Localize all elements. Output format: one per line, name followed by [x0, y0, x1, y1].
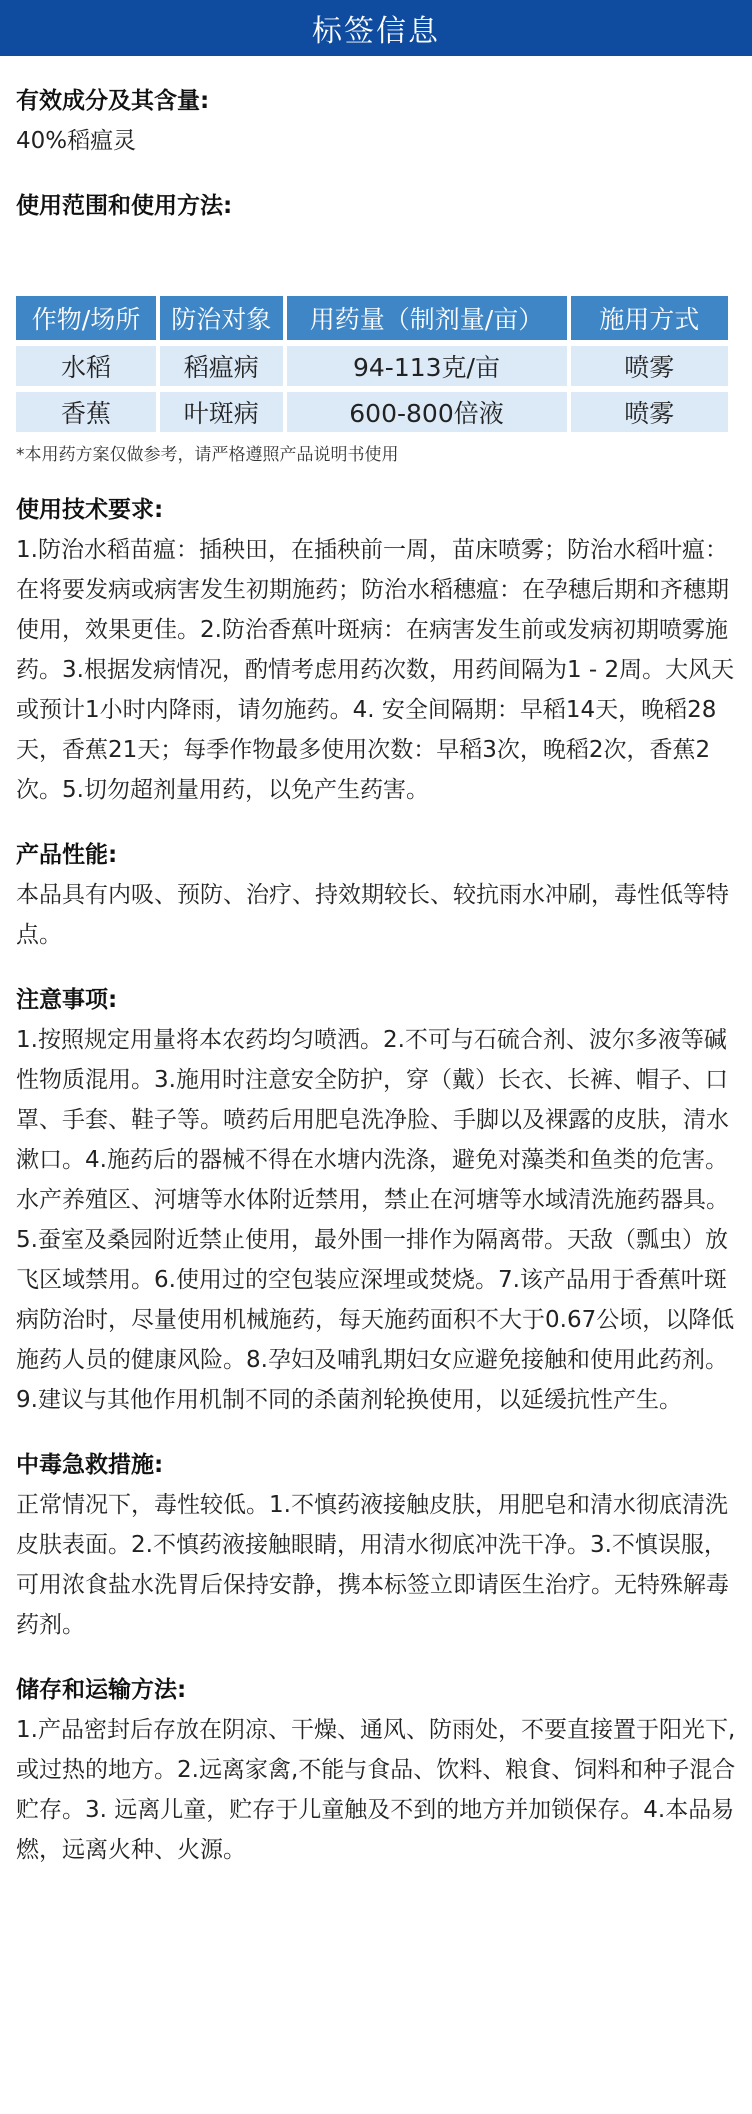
table-row [16, 392, 728, 432]
col-header-crop: 作物/场所 [16, 296, 156, 340]
cautions-title: 注意事项: [16, 987, 118, 1013]
label-info-header [0, 0, 752, 56]
performance-text: 本品具有内吸、预防、治疗、持效期较长、较抗雨水冲刷，毒性低等特点。 [16, 882, 729, 948]
table-cell: 香蕉 [16, 392, 156, 432]
label-content [0, 82, 752, 1870]
ingredients-value: 40%稻瘟灵 [16, 128, 137, 154]
tech-title: 使用技术要求: [16, 497, 164, 523]
usage-title: 使用范围和使用方法: [16, 193, 233, 219]
table-cell: 600-800倍液 [287, 392, 567, 432]
page-title: 标签信息 [312, 14, 440, 49]
col-header-target: 防治对象 [160, 296, 283, 340]
table-cell: 叶斑病 [160, 392, 283, 432]
table-cell: 94-113克/亩 [287, 346, 567, 386]
col-header-dosage: 用药量（制剂量/亩） [287, 296, 567, 340]
tech-text: 1.防治水稻苗瘟：插秧田，在插秧前一周，苗床喷雾；防治水稻叶瘟：在将要发病或病害发生初期施药；防治水稻穗瘟：在孕穗后期和齐穗期使用，效果更佳。2.防治香蕉叶斑病：在病害发生前或发病初期喷雾施药。3.根据发病情况，酌情考虑用药次数，用药间隔为1 - 2周。大风天或预计1小时内降雨，请勿施药。4. 安全间隔期：早稻14天，晚稻28天，香蕉21天；每季作物最多使用次数：早稻3次，晚稻2次，香蕉2次。5.切勿超剂量用药，以免产生药害。 [16, 537, 735, 803]
cautions-text: 1.按照规定用量将本农药均匀喷洒。2.不可与石硫合剂、波尔多液等碱性物质混用。3.施用时注意安全防护，穿（戴）长衣、长裤、帽子、口罩、手套、鞋子等。喷药后用肥皂洗净脸、手脚以及裸露的皮肤，清水漱口。4.施药后的器械不得在水塘内洗涤，避免对藻类和鱼类的危害。水产养殖区、河塘等水体附近禁用，禁止在河塘等水域清洗施药器具。5.蚕室及桑园附近禁止使用，最外围一排作为隔离带。天敌（瓢虫）放飞区域禁用。6.使用过的空包装应深埋或焚烧。7.该产品用于香蕉叶斑病防治时，尽量使用机械施药，每天施药面积不大于0.67公顷，以降低施药人员的健康风险。8.孕妇及哺乳期妇女应避免接触和使用此药剂。9.建议与其他作用机制不同的杀菌剂轮换使用，以延缓抗性产生。 [16, 1027, 735, 1413]
firstaid-text: 正常情况下，毒性较低。1.不慎药液接触皮肤，用肥皂和清水彻底清洗皮肤表面。2.不慎药液接触眼睛，用清水彻底冲洗干净。3.不慎误服，可用浓食盐水洗胃后保持安静，携本标签立即请医生治疗。无特殊解毒药剂。 [16, 1492, 729, 1638]
usage-table [12, 290, 732, 438]
table-row [16, 346, 728, 386]
storage-title: 储存和运输方法: [16, 1677, 187, 1703]
table-cell: 水稻 [16, 346, 156, 386]
table-cell: 喷雾 [571, 346, 729, 386]
table-cell: 稻瘟病 [160, 346, 283, 386]
table-cell: 喷雾 [571, 392, 729, 432]
firstaid-title: 中毒急救措施: [16, 1452, 164, 1478]
usage-table-header-row [16, 296, 728, 340]
ingredients-title: 有效成分及其含量: [16, 88, 210, 114]
storage-text: 1.产品密封后存放在阴凉、干燥、通风、防雨处，不要直接置于阳光下,或过热的地方。2.远离家禽,不能与食品、饮料、粮食、饲料和种子混合贮存。3. 远离儿童，贮存于儿童触及不到的地方并加锁保存。4.本品易燃，远离火种、火源。 [16, 1717, 736, 1863]
usage-note: *本用药方案仅做参考，请严格遵照产品说明书使用 [16, 445, 399, 465]
col-header-method: 施用方式 [571, 296, 729, 340]
usage-spacer [16, 226, 736, 290]
performance-title: 产品性能: [16, 842, 118, 868]
